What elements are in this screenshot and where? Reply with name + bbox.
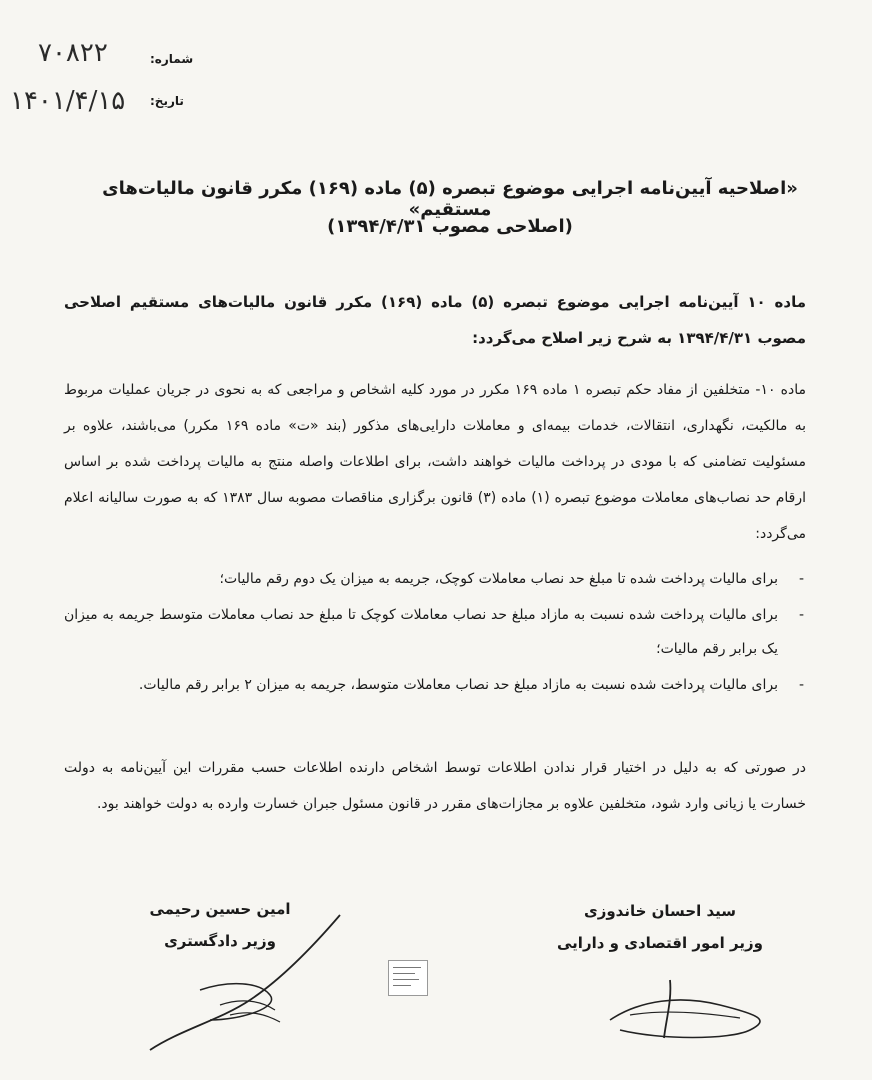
number-label: شماره:: [150, 52, 194, 66]
signature-1-image: [600, 960, 780, 1050]
bullet-marker: -: [798, 607, 804, 623]
signatory-1-name: سید احسان خاندوزی: [583, 902, 737, 920]
list-item-text: برای مالیات پرداخت شده تا مبلغ حد نصاب معاملات کوچک، جریمه به میزان یک دوم رقم مالیات؛: [219, 571, 778, 587]
closing-paragraph: در صورتی که به دلیل در اختیار قرار ندادن اطلاعات توسط اشخاص دارنده اطلاعات حسب مقررات این آیین‌نامه به دولت خسارت یا زیانی وارد شود، متخلفین علاوه بر مجازات‌های مقرر در قانون مسئول جبران خسارت وارده به دولت خواهند بود.: [64, 760, 806, 812]
bullet-marker: -: [798, 677, 804, 693]
list-item: [64, 668, 806, 702]
intro-paragraph: ماده ۱۰ آیین‌نامه اجرایی موضوع تبصره (۵) ماده (۱۶۹) مکرر قانون مالیات‌های مستقیم اصلاحی مصوب ۱۳۹۴/۴/۳۱ به شرح زیر اصلاح می‌گردد:: [64, 293, 806, 347]
document-title: «اصلاحیه آیین‌نامه اجرایی موضوع تبصره (۵) ماده (۱۶۹) مکرر قانون مالیات‌های مستقیم»: [102, 178, 798, 220]
signatory-2-name: امین حسین رحیمی: [149, 900, 291, 918]
document-subtitle: (اصلاحی مصوب ۱۳۹۴/۴/۳۱): [327, 216, 573, 237]
stamp-image: [388, 960, 428, 996]
penalty-list: [64, 562, 806, 704]
list-item: [64, 562, 806, 596]
signatory-1-title: وزیر امور اقتصادی و دارایی: [557, 934, 763, 952]
number-value: ۷۰۸۲۲: [38, 38, 108, 68]
article-paragraph: ماده ۱۰- متخلفین از مفاد حکم تبصره ۱ ماده ۱۶۹ مکرر در مورد کلیه اشخاص و مراجعی که به نحوی در جریان عملیات مربوط به مالکیت، نگهداری، انتقالات، خدمات بیمه‌ای و معاملات دارایی‌های مذکور (بند «ت» ماده ۱۶۹ مکرر) می‌باشند، علاوه بر مسئولیت تضامنی که با مودی در پرداخت مالیات خواهند داشت، برای اطلاعات واصله منتج به مالیات پرداخت شده بر اساس ارقام حد نصاب‌های معاملات موضوع تبصره (۱) ماده (۳) قانون برگزاری مناقصات مصوبه سال ۱۳۸۳ که به صورت سالیانه اعلام می‌گردد:: [64, 382, 806, 542]
date-label: تاریخ:: [150, 94, 184, 108]
signature-2-image: [140, 910, 360, 1060]
signatory-2-title: وزیر دادگستری: [164, 932, 276, 950]
bullet-marker: -: [798, 571, 804, 587]
list-item-text: برای مالیات پرداخت شده نسبت به مازاد مبلغ حد نصاب معاملات کوچک تا مبلغ حد نصاب معاملات متوسط جریمه به میزان یک برابر رقم مالیات؛: [64, 607, 778, 657]
date-value: ۱۴۰۱/۴/۱۵: [10, 86, 126, 116]
list-item: [64, 598, 806, 666]
list-item-text: برای مالیات پرداخت شده نسبت به مازاد مبلغ حد نصاب معاملات متوسط، جریمه به میزان ۲ برابر رقم مالیات.: [138, 677, 778, 693]
